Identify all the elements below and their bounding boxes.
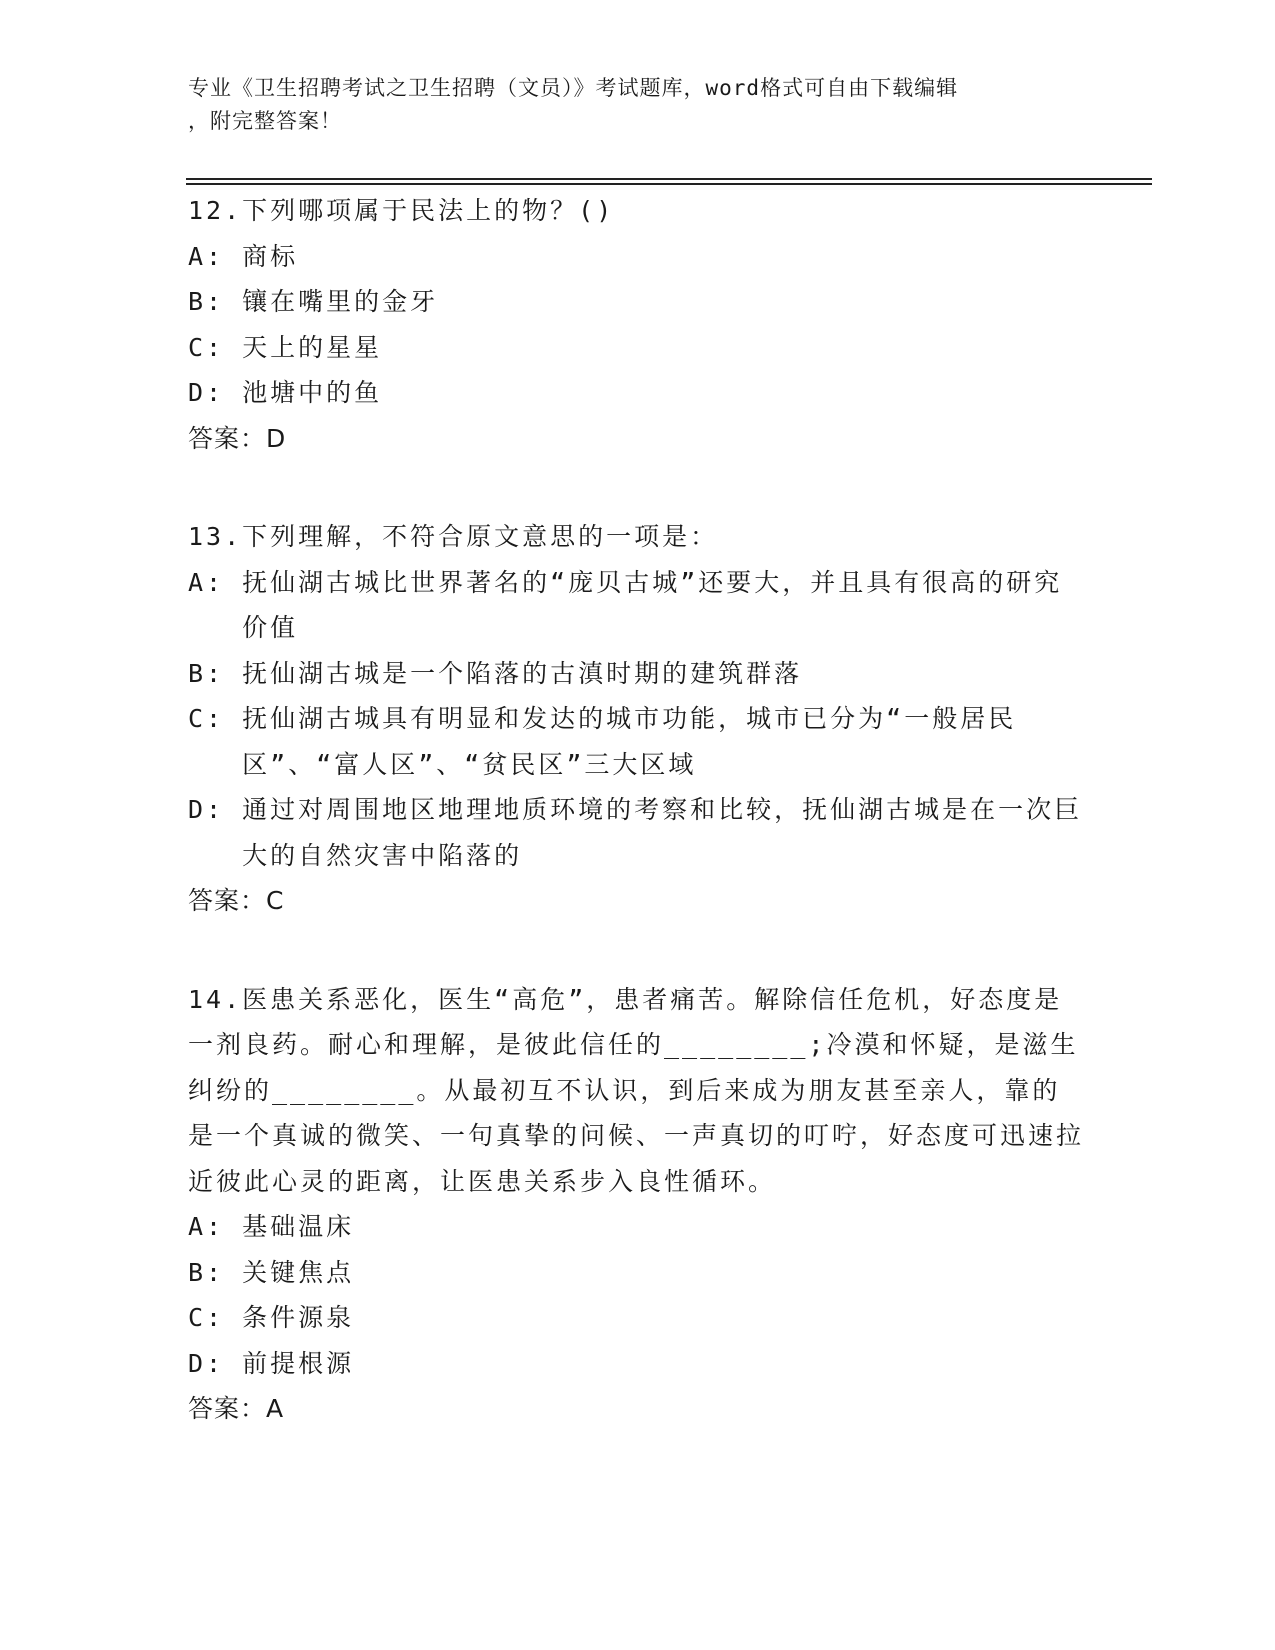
option-text: 前提根源 (242, 1348, 355, 1378)
option-b (188, 1250, 1088, 1296)
option-key: B: (188, 287, 243, 316)
option-text: 商标 (242, 241, 299, 271)
option-c (188, 1295, 1088, 1341)
header-divider-bottom (186, 183, 1152, 185)
option-a (188, 1204, 1088, 1250)
answer-line: 答案：D (188, 423, 287, 453)
header-line-2: ，附完整答案！ (188, 109, 342, 133)
question-12 (188, 188, 1088, 461)
option-key: C: (188, 1303, 243, 1332)
option-text: 关键焦点 (242, 1257, 355, 1287)
option-a (188, 234, 1088, 280)
option-key: D: (188, 378, 243, 407)
question-stem: 12.下列哪项属于民法上的物？() (188, 196, 615, 225)
option-d (188, 370, 1088, 416)
question-list (188, 188, 1088, 1432)
option-key: D: (188, 795, 243, 824)
option-key: B: (188, 658, 243, 688)
option-key: C: (188, 332, 243, 362)
option-text: 天上的星星 (242, 332, 383, 362)
question-stem: 13.下列理解，不符合原文意思的一项是： (188, 522, 719, 551)
question-14 (188, 977, 1088, 1432)
document-header (188, 72, 1068, 138)
option-b (188, 279, 1088, 325)
option-text: 池塘中的鱼 (242, 378, 383, 407)
option-d (188, 787, 1088, 878)
option-text: 抚仙湖古城具有明显和发达的城市功能，城市已分为“一般居民区”、“富人区”、“贫民区”三大区域 (242, 704, 1017, 779)
answer-line: 答案：A (188, 1394, 285, 1423)
option-c (188, 696, 1088, 787)
option-key: A: (188, 241, 243, 271)
option-c (188, 325, 1088, 371)
question-stem: 14.医患关系恶化，医生“高危”，患者痛苦。解除信任危机，好态度是一剂良药。耐心和理解，是彼此信任的________;冷漠和怀疑，是滋生纠纷的________。从最初互不认识，到后来成为朋友甚至亲人，靠的是一个真诚的微笑、一句真挚的问候、一声真切的叮咛，好态度可迅速拉近彼此心灵的距离，让医患关系步入良性循环。 (188, 984, 1085, 1196)
option-text: 抚仙湖古城是一个陷落的古滇时期的建筑群落 (242, 658, 803, 688)
question-13 (188, 514, 1088, 924)
option-key: D: (188, 1348, 243, 1378)
option-text: 通过对周围地区地理地质环境的考察和比较，抚仙湖古城是在一次巨大的自然灾害中陷落的 (242, 795, 1083, 870)
option-a (188, 560, 1088, 651)
option-text: 基础温床 (242, 1212, 355, 1241)
option-text: 抚仙湖古城比世界著名的“庞贝古城”还要大，并且具有很高的研究价值 (242, 567, 1063, 642)
option-key: C: (188, 704, 243, 733)
header-line-1: 专业《卫生招聘考试之卫生招聘（文员）》考试题库，word格式可自由下载编辑 (188, 76, 959, 100)
option-text: 镶在嘴里的金牙 (242, 287, 439, 316)
header-divider-top (186, 178, 1152, 180)
option-b (188, 651, 1088, 697)
option-key: A: (188, 1212, 243, 1241)
answer-line: 答案：C (188, 886, 285, 915)
option-d (188, 1341, 1088, 1387)
option-text: 条件源泉 (242, 1303, 355, 1332)
option-key: B: (188, 1257, 243, 1287)
option-key: A: (188, 567, 243, 597)
